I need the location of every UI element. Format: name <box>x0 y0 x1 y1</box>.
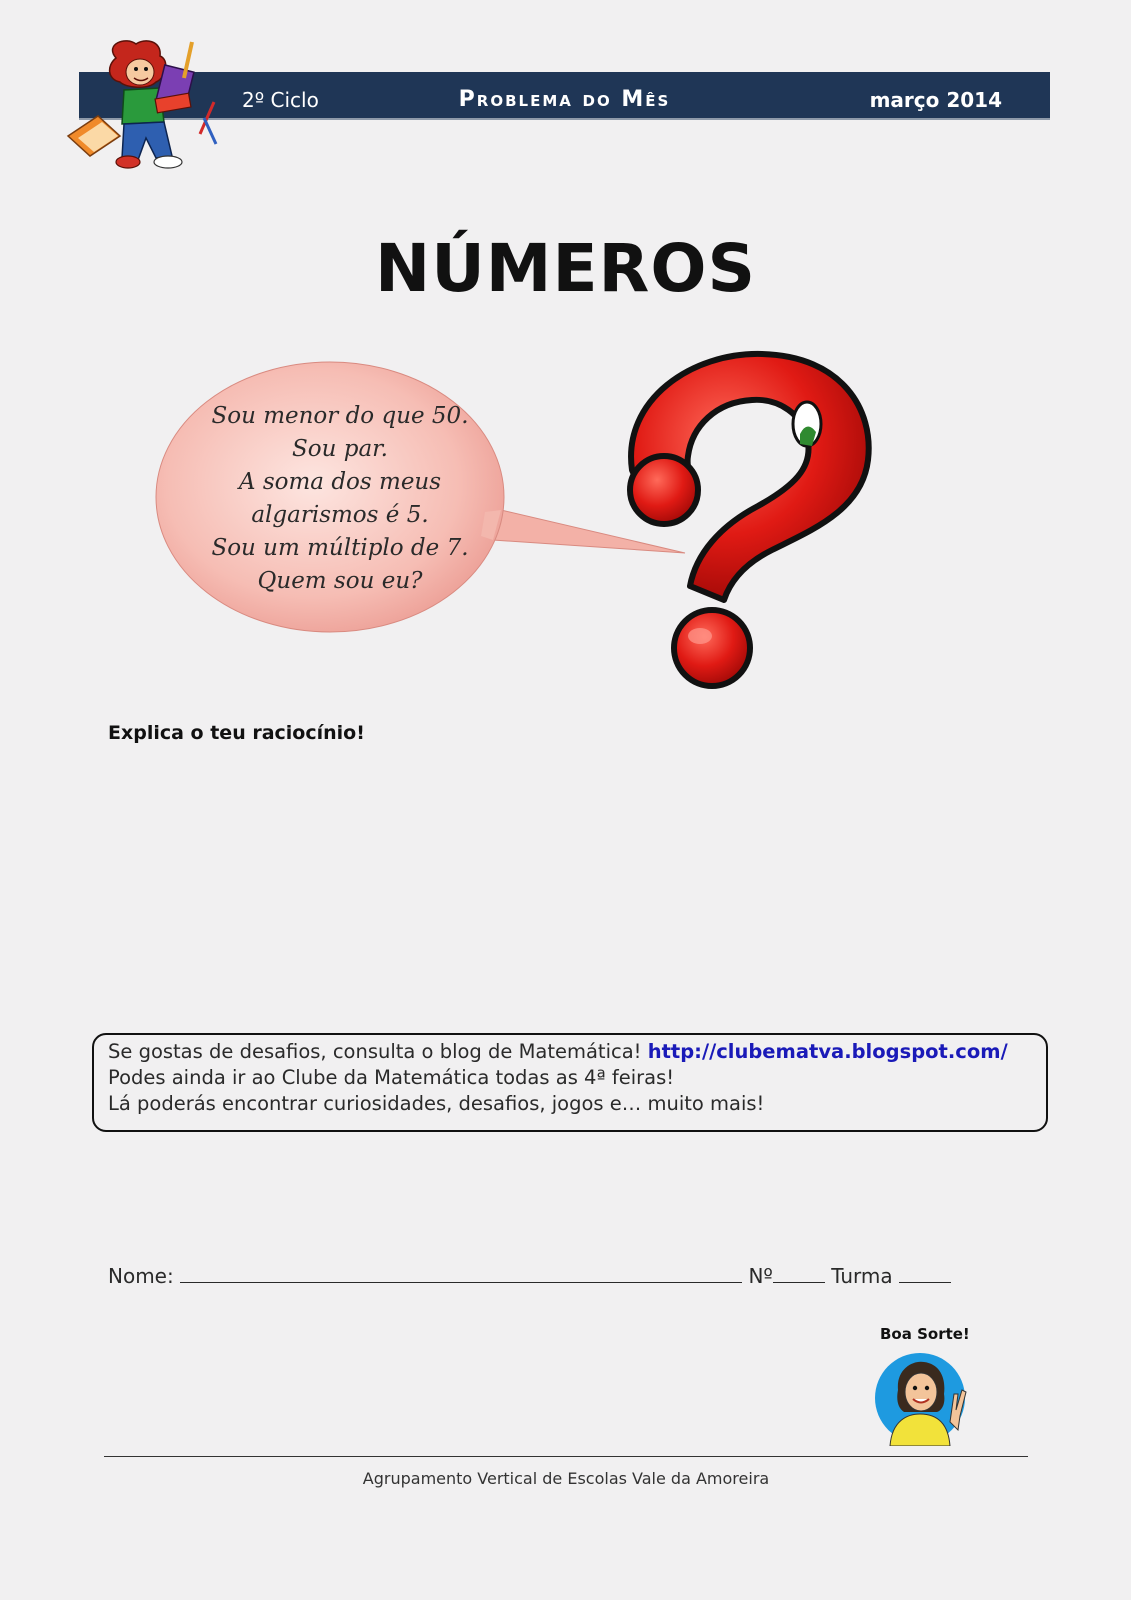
riddle-line: Quem sou eu? <box>257 568 423 594</box>
blog-link[interactable]: http://clubematva.blogspot.com/ <box>647 1040 1008 1063</box>
riddle-text <box>200 400 480 598</box>
page-title: NÚMEROS <box>374 230 757 307</box>
number-field[interactable] <box>773 1264 825 1283</box>
good-luck-label: Boa Sorte! <box>880 1325 970 1343</box>
explain-prompt: Explica o teu raciocínio! <box>108 722 365 744</box>
student-with-books-icon <box>64 38 234 176</box>
student-form <box>108 1264 951 1288</box>
riddle-line: Sou par. <box>292 436 388 462</box>
info-line-1 <box>108 1039 1032 1065</box>
banner-title: Problema do Mês <box>458 87 671 112</box>
info-line-1-text: Se gostas de desafios, consulta o blog de Matemática! <box>108 1040 642 1063</box>
class-field[interactable] <box>899 1264 951 1283</box>
name-label: Nome: <box>108 1264 174 1288</box>
info-line-2: Podes ainda ir ao Clube da Matemática todas as 4ª feiras! <box>108 1066 675 1089</box>
banner-date: março 2014 <box>869 88 1002 112</box>
number-label: Nº <box>748 1264 773 1288</box>
class-label: Turma <box>831 1264 893 1288</box>
riddle-line: Sou menor do que 50. <box>211 403 469 429</box>
footer-school-name: Agrupamento Vertical de Escolas Vale da Amoreira <box>362 1469 770 1488</box>
info-line-3: Lá poderás encontrar curiosidades, desafios, jogos e… muito mais! <box>108 1092 765 1115</box>
riddle-line: A soma dos meus <box>238 469 442 495</box>
question-mark-icon <box>612 350 882 710</box>
footer-divider <box>104 1456 1028 1457</box>
riddle-line: algarismos é 5. <box>251 502 429 528</box>
cycle-label: 2º Ciclo <box>242 88 319 112</box>
info-box <box>92 1033 1048 1132</box>
name-field[interactable] <box>180 1264 742 1283</box>
waving-girl-icon <box>874 1350 970 1446</box>
riddle-line: Sou um múltiplo de 7. <box>211 535 469 561</box>
